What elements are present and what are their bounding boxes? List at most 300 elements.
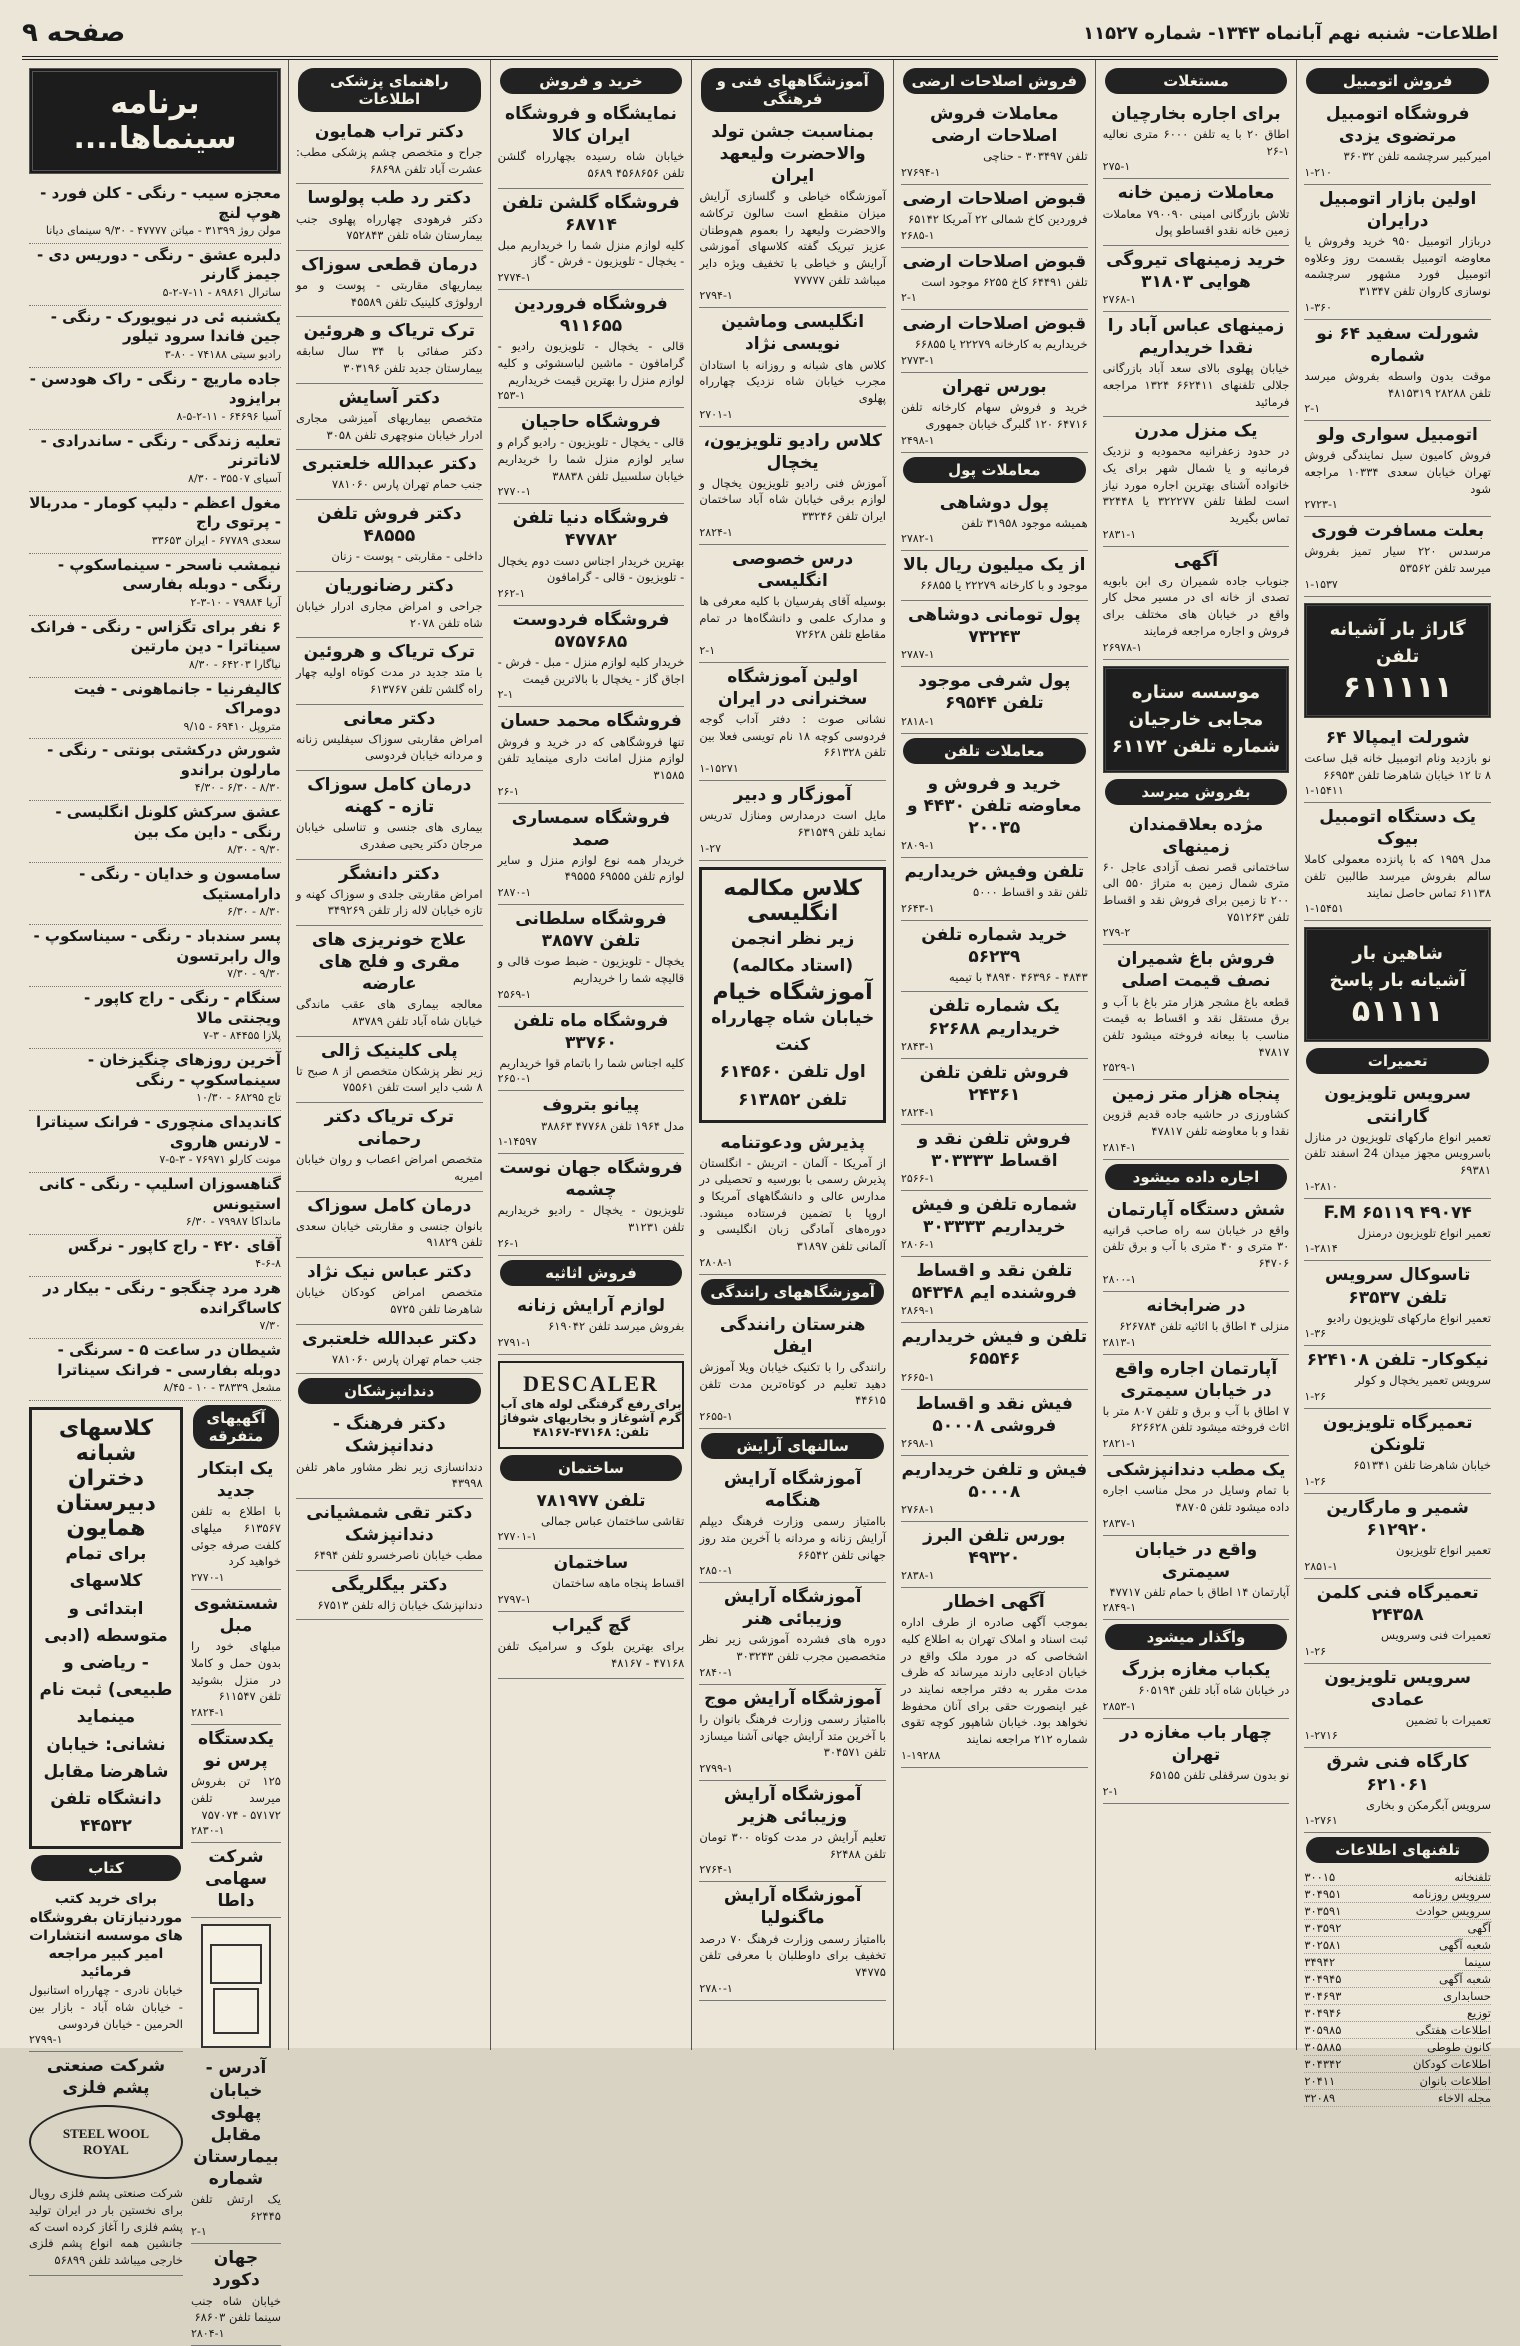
ad-title: قبوض اصلاحات ارضی: [902, 314, 1087, 335]
classified-ad: [296, 705, 483, 771]
classified-ad: [1103, 1196, 1290, 1292]
ad-title: اولین بازار اتومبیل درایران: [1318, 188, 1477, 231]
ad-body: قالی - یخچال - تلویزیون - رادیو گرام و سایر لوازم منزل شما را خریداریم خیابان سلسبیل تلفن ۳۸۸۳۸: [497, 435, 685, 483]
ad-title: از یک میلیون ریال بالا: [903, 555, 1086, 576]
ad-code: ۲۸۳۱-۱: [1102, 527, 1137, 541]
ad-body: بفروش میرسد تلفن ۶۱۹۰۴۲: [548, 1318, 685, 1333]
classified-ad: [296, 450, 483, 500]
ad-title: فروشگاه فروردین ۹۱۱۶۵۵: [514, 294, 668, 337]
khayyam-line1: کلاس مکالمه انگلیسی: [723, 875, 862, 926]
ad-body: مطب خیابان ناصرخسرو تلفن ۶۴۹۴: [313, 1548, 483, 1563]
film-listing: [29, 616, 281, 678]
classified-ad: [1103, 417, 1290, 546]
film-showtimes: مشعل ۳۸۳۳۹ - ۱۰ - ۸/۴۵: [163, 1381, 281, 1395]
film-showtimes: آسیای ۳۵۵۰۷ - ۸/۳۰: [187, 471, 281, 485]
ad-code: ۲۷۶۸-۱: [1102, 293, 1137, 307]
ad-body: داخلی - مقاربتی - پوست - زنان: [331, 549, 483, 564]
classified-ad: [1304, 1748, 1491, 1833]
ad-code: ۲-۱: [900, 291, 917, 305]
ad-title: درس خصوصی انگلیسی: [732, 548, 854, 591]
ad-title: پول شرفی موجود تلفن ۶۹۵۴۴: [918, 671, 1071, 714]
cabinet-code: ۲-۱: [190, 2225, 207, 2239]
shahin-box-phone: ۵۱۱۱۱: [1351, 994, 1444, 1030]
ad-title: یک شماره تلفن خریداریم ۶۲۶۸۸: [928, 996, 1061, 1039]
ad-title: تلفن ۷۸۱۹۷۷: [536, 1490, 646, 1511]
ad-body: تعمیر انواع مارکهای تلویزیون رادیو: [1327, 1310, 1491, 1325]
ad-title: F.M ۶۵۱۱۹ ۴۹۰۷۴: [1323, 1202, 1472, 1223]
film-title: آقای ۴۲۰ - راج کاپور - نرگس: [67, 1236, 281, 1255]
film-title: نیمشب ناسحر - سینماسکوپ - رنگی - دوبله بفارسی: [57, 555, 281, 594]
classified-ad: [901, 1257, 1088, 1323]
ad-body: واقع در خیابان سه راه صاحب قرانیه ۳۰ متری و ۴۰ متری با آب و برق تلفن ۶۴۷۰۶: [1102, 1222, 1290, 1271]
ad-body: اقساط پنجاه ماهه ساختمان: [552, 1576, 685, 1591]
film-listing: [29, 1339, 281, 1401]
classified-ad: [901, 185, 1088, 248]
ad-title: انگلیسی وماشین نویسی نژاد: [721, 312, 865, 355]
ad-code: ۲۷۷۴-۱: [497, 271, 532, 285]
ad-body: بیماریهای مقاربتی - پوست و مو ارولوژی کلینیک تلفن ۴۵۵۸۹: [295, 277, 483, 309]
ad-code: ۱-۲۶: [1304, 1644, 1327, 1658]
classified-ad: [901, 921, 1088, 993]
ad-title: یک منزل مدرن: [1134, 421, 1258, 442]
ad-title: فروش تلفن تلفن ۲۴۳۶۱: [919, 1062, 1069, 1105]
film-showtimes: پلازا ۸۴۴۵۵ - ۳-۷: [203, 1029, 281, 1043]
film-title: یکشنبه ئی در نیویورک - رنگی - جین فاندا سرود تیلور: [50, 307, 281, 346]
ad-code: ۲۶-۱: [497, 784, 520, 798]
land-reform-ads: [901, 100, 1088, 453]
classified-ad: [498, 1292, 685, 1355]
ad-title: هنرستان رانندگی ایفل: [719, 1314, 866, 1357]
company-ad: [191, 1843, 281, 1918]
ad-code: ۲۶۹۷۸-۱: [1102, 640, 1143, 654]
classified-ad: [1103, 1719, 1290, 1804]
classified-ad: [1304, 1261, 1491, 1346]
garage-box-phone: ۶۱۱۱۱۱: [1342, 669, 1453, 705]
ad-body: جراح و متخصص چشم پزشکی مطب: عشرت آباد تلفن ۶۸۶۹۸: [295, 145, 483, 176]
film-title: دلبره عشق - رنگی - دوریس دی - جیمز گارنر: [36, 245, 281, 284]
directory-row: [1304, 1920, 1491, 1937]
ad-body: قطعه باغ مشجر هزار متر باغ با آب و برق مستقل نقد و اقساط به قیمت مناسب با بیعانه فروخته میشود تلفن ۴۷۸۱۷: [1102, 994, 1290, 1059]
ad-code: ۲-۱: [699, 643, 716, 657]
ad-code: ۲۷۷۰۱-۱: [497, 1530, 538, 1544]
for-sale-ads: [1103, 811, 1290, 1160]
ad-title: درمان کامل سوزاک: [307, 1195, 472, 1216]
section-header-books: کتاب: [31, 1855, 181, 1881]
ad-body: بانوان جنسی و مقاربتی خیابان سعدی تلفن ۹۱۸۲۹: [295, 1218, 483, 1250]
ad-body: تعمیرات فنی وسرویس: [1380, 1627, 1491, 1642]
ad-code: ۲۷۷۰-۱: [497, 485, 532, 499]
ad-code: ۲۸۰۶-۱: [900, 1238, 935, 1252]
ad-title: آگهی اخطار: [943, 1592, 1045, 1613]
directory-number: ۳۰۳۵۹۲: [1304, 1921, 1342, 1936]
directory-name: آگهی: [1467, 1921, 1491, 1936]
ad-body: تعمیر انواع مارکهای تلویزیون در منازل باسرویس مجهز میدان 24 اسفند تلفن ۶۹۳۸۱: [1304, 1129, 1492, 1177]
ad-title: فیش و تلفن خریداریم ۵۰۰۰۸: [901, 1459, 1088, 1502]
ad-body: متخصص بیماریهای آمیزشی مجاری ادرار خیابان منوچهری تلفن ۳۰۵۸: [295, 410, 483, 442]
ad-title: شش دستگاه آپارتمان: [1106, 1199, 1286, 1220]
ad-title: شستشوی مبل: [193, 1594, 279, 1637]
cabinet-illustration: [201, 1924, 271, 2048]
classified-ad: [901, 858, 1088, 921]
transfer-ads: [1103, 1656, 1290, 1804]
ad-body: آموزشگاه خیاطی و گلسازی آرایش میزان منقطع است سالون ترکاشه والاحضرت ولیعهد را بعموم هم‌وطنان عزیز تبریک گفته کلاسهای آموزشی آرایش و خیاطی با تخفیف ویژه دایر میباشد تلفن ۷۷۷۷۷: [699, 189, 886, 287]
ad-body: تلفن نقد و اقساط ۵۰۰۰: [973, 884, 1088, 899]
classified-ad: [296, 771, 483, 860]
classified-ad: [699, 1465, 886, 1583]
section-header-salons: سالنهای آرایش: [701, 1433, 884, 1459]
classified-ad: [498, 100, 685, 189]
ad-code: ۲۸۲۱-۱: [1102, 1437, 1137, 1451]
ad-body: نو بازدید ونام اتومبیل خانه قبل ساعت ۸ تا ۱۲ خیابان شاهرضا تلفن ۶۶۹۵۳: [1304, 750, 1491, 782]
ad-code: ۲۷۷۳-۱: [900, 354, 935, 368]
classified-ad: [296, 1499, 483, 1571]
school-ads: [699, 118, 886, 861]
ad-title: سرویس تلویزیون عمادی: [1324, 1667, 1471, 1710]
classified-ad: [901, 489, 1088, 552]
garage-box-line1: گاراژ بار آشیانه: [1329, 618, 1466, 640]
directory-number: ۳۰۴۹۴۵: [1304, 1972, 1342, 1987]
film-listing: [29, 368, 281, 430]
film-showtimes: رادیو سیتی ۷۴۱۸۸ - ۸۰-۳: [164, 347, 281, 361]
classified-ad: [1103, 1536, 1290, 1621]
ad-title: آموزگار و دبیر: [733, 785, 852, 806]
directory-row: [1304, 1954, 1491, 1971]
ad-code: ۲-۱: [1304, 402, 1321, 416]
column-schools: [691, 60, 893, 2050]
masthead-date: اطلاعات- شنبه نهم آبانماه ۱۳۴۳- شماره ۱۱۵۲۷: [1083, 22, 1498, 44]
ad-body: همیشه موجود ۳۱۹۵۸ تلفن: [961, 515, 1088, 530]
ad-body: دکتر صفائی با ۳۴ سال سابقه بیمارستان جدید تلفن ۳۰۳۱۹۶: [295, 344, 483, 376]
directory-row: [1304, 2022, 1491, 2039]
ad-code: ۲۵۲۹-۱: [1102, 1061, 1137, 1075]
ad-title: تعمیرگاه فنی کلمن ۲۴۳۵۸: [1316, 1582, 1479, 1625]
section-header-furniture: فروش اثاثیه: [500, 1260, 683, 1286]
khayyam-line3: آموزشگاه خیام: [712, 979, 873, 1005]
ad-title: قبوض اصلاحات ارضی: [902, 188, 1087, 209]
ad-code: ۲۶۶۵-۱: [900, 1370, 935, 1384]
descaler-title: DESCALER: [523, 1370, 659, 1396]
classified-ad: [296, 384, 483, 450]
jahan-body: خیابان شاه جنب سینما تلفن ۶۸۶۰۳: [190, 2293, 281, 2325]
classified-ad: [498, 1091, 685, 1154]
classified-ad: [296, 1037, 483, 1103]
classified-ad: [296, 638, 483, 704]
classified-ad: [699, 1781, 886, 1883]
ad-body: کلیه لوازم منزل شما را خریداریم مبل - یخچال - تلویزیون - فرش - گاز: [497, 237, 685, 269]
ad-box-garage: [1304, 603, 1491, 718]
school-ads-2: [699, 1129, 886, 1275]
film-showtimes: مونت کارلو ۷۶۹۷۱ - ۳-۵-۷: [159, 1153, 281, 1167]
ad-body: با تمام وسایل در محل مناسب اجاره داده میشود تلفن ۴۸۷۰۵: [1102, 1483, 1290, 1514]
ad-code: ۱-۲۸۱۴: [1304, 1242, 1338, 1256]
ad-body: دندانپزشک خیابان ژاله تلفن ۶۷۵۱۳: [317, 1597, 483, 1612]
film-showtimes: نیاگارا ۶۴۲۰۳ - ۸/۳۰: [188, 657, 281, 671]
classified-ad: [1304, 320, 1491, 422]
section-header-repairs: تعمیرات: [1306, 1048, 1489, 1074]
ad-body: جراحی و امراض مجاری ادرار خیابان شاه تلفن ۲۰۷۸: [295, 598, 483, 630]
ad-box-institute: [1103, 666, 1290, 773]
ad-title: دکتر عباس نیک نژاد: [307, 1262, 472, 1283]
for-rent-ads: [1103, 1196, 1290, 1621]
ad-body: خیابان پهلوی بالای سعد آباد بازرگانی جلالی تلفنهای ۶۶۲۴۱۱ ۱۳۲۴ مراجعه فرمائید: [1102, 361, 1290, 409]
ad-code: ۲۷۸۰-۱: [699, 1981, 733, 1995]
film-showtimes: سعدی ۶۷۷۸۹ - ایران ۳۳۶۵۳: [151, 533, 281, 547]
directory-name: سینما: [1464, 1955, 1491, 1970]
section-header-phones: معاملات تلفن: [903, 738, 1086, 764]
classified-ad: [901, 601, 1088, 667]
ad-title: معاملات فروش اصلاحات ارضی: [929, 104, 1059, 147]
ad-code: ۱-۲۷۱۶: [1304, 1729, 1338, 1743]
driving-ads: [699, 1311, 886, 1429]
film-title: هرد مرد چنگجو - رنگی - بیکار در کاساگرانده: [43, 1279, 281, 1317]
ad-body: کشاورزی در حاشیه جاده قدیم قزوین نقدا و با معاوضه تلفن ۴۷۸۱۷: [1102, 1107, 1290, 1139]
cabinet-title: آدرس - خیابان پهلوی مقابل بیمارستان شماره: [193, 2058, 279, 2189]
ad-code: ۲۸۰۸-۱: [699, 1255, 733, 1269]
film-title: آخرین روزهای چنگیزخان - سینماسکوپ - رنگی: [87, 1051, 281, 1089]
section-header-land-reform: فروش اصلاحات ارضی: [903, 68, 1086, 94]
directory-number: ۳۰۴۹۴۶: [1304, 2006, 1342, 2021]
ad-code: ۲۷۹۹-۱: [699, 1761, 733, 1775]
ad-code: ۲۷۸۲-۱: [900, 532, 935, 546]
descaler-logo: [498, 1361, 685, 1449]
classified-ad: [296, 1410, 483, 1499]
classified-ad: [1304, 1080, 1491, 1198]
classified-ad: [699, 1882, 886, 2000]
steel-logo-line2: ROYAL: [83, 2142, 129, 2158]
classified-ad: [191, 1590, 281, 1725]
film-title: سنگام - رنگی - راج کاپور - ویجنتی مالا: [83, 989, 281, 1027]
masthead: [22, 10, 1498, 60]
classified-ad: [699, 1129, 886, 1275]
classified-ad: [901, 100, 1088, 185]
ad-code: ۲۷۹۱-۱: [497, 1335, 532, 1349]
ad-body: از آمریکا - آلمان - اتریش - انگلستان پذیرش رسمی با بورسیه و تحصیلی در مدارس عالی و دانشگاههای آمریکا و اروپا با تضمین فرستاده میشود. دوره‌های آمادگی زبان انگلیسی و آلمانی تلفن ۳۱۸۹۷: [699, 1155, 886, 1254]
classified-ad: [901, 770, 1088, 858]
ad-body: آپارتمان ۱۴ اطاق با حمام تلفن ۴۷۷۱۷: [1109, 1584, 1290, 1599]
directory-row: [1304, 1886, 1491, 1903]
phone-ads: [901, 770, 1088, 1768]
ad-title: یک ابتکار جدید: [198, 1459, 274, 1502]
classified-ad: [699, 118, 886, 308]
directory-row: [1304, 2073, 1491, 2090]
section-header-driving: آموزشگاههای رانندگی: [701, 1279, 884, 1305]
directory-name: سرویس حوادث: [1415, 1904, 1491, 1919]
classified-ad: [498, 905, 685, 1007]
ad-code: ۱-۲۷: [699, 841, 722, 855]
ad-code: ۲۵۳-۱: [497, 389, 526, 403]
ad-body: سرویس آبگرمکن و بخاری: [1366, 1797, 1491, 1812]
section-header-car-sales: فروش اتومبیل: [1306, 68, 1489, 94]
ad-title: دکتر آسایش: [338, 387, 440, 408]
classified-ad: [699, 663, 886, 781]
directory-row: [1304, 2090, 1491, 2107]
book-ad-body: خیابان نادری - چهارراه استانبول - خیابان شاه آباد - بازار بین الحرمین - خیابان فردوسی: [28, 1983, 183, 2031]
ad-body: زیر نظر پزشکان متخصص از ۸ صبح تا ۸ شب دایر است تلفن ۷۵۵۶۱: [295, 1063, 483, 1095]
descaler-phone: تلفن: ۴۷۱۶۸-۴۸۱۶۷: [532, 1424, 649, 1439]
phone-directory: [1304, 1869, 1491, 2107]
classified-ad: [1304, 803, 1491, 921]
ad-title: دکتر عبدالله خلعتبری: [301, 1328, 477, 1349]
film-showtimes: متروپل ۶۹۴۱۰ - ۹/۱۵: [183, 719, 281, 733]
film-showtimes: آسیا ۶۴۶۹۶ - ۱۱-۲-۵-۸: [176, 409, 281, 423]
film-list: [29, 182, 281, 1401]
book-ad-code: ۲۷۹۹-۱: [28, 2033, 63, 2047]
classified-ad: [901, 1522, 1088, 1588]
garage-box-line2: تلفن: [1376, 645, 1420, 667]
ad-body: موجود و با کارخانه ۲۲۲۷۹ یا ۶۶۸۵۵: [920, 578, 1088, 593]
ad-body: بموجب آگهی صادره از طرف اداره ثبت اسناد و املاک تهران به اطلاع کلیه اشخاصی که در مورد ملک واقع در خیابان ادعایی دارند میرساند که ظرف مدت مقرر به دفتر مراجعه نمایند در غیر اینصورت حقی برای آنان محفوظ نخواهد بود. خیابان شاهپور کوچه تقوی شماره ۲۱۲ مراجعه نمایند: [900, 1615, 1088, 1746]
film-listing: [29, 801, 281, 863]
directory-number: ۳۰۴۶۹۳: [1304, 1989, 1342, 2004]
directory-number: ۳۰۵۹۸۵: [1304, 2023, 1342, 2038]
classified-ad: [296, 500, 483, 572]
classified-ad: [296, 860, 483, 926]
ad-title: بورس تهران: [941, 377, 1047, 398]
column-cinema: [22, 60, 288, 2340]
ad-body: جنب حمام تهران پارس ۷۸۱۰۶۰: [331, 1351, 483, 1366]
ad-title: یکدستگاه پرس نو: [197, 1729, 274, 1772]
ad-title: دکتر رضانوریان: [324, 575, 454, 596]
film-showtimes: مانداکا ۷۹۹۸۷ - ۶/۳۰: [185, 1215, 281, 1228]
directory-number: ۳۰۵۸۸۵: [1304, 2040, 1342, 2055]
ad-body: ۴۸۴۳ - ۴۶۳۹۶ ۴۸۹۴۰ با تیمیه: [949, 969, 1088, 984]
classified-ad: [498, 408, 685, 504]
film-showtimes: تاج ۶۸۲۹۵ - ۱۰/۳۰: [196, 1091, 281, 1105]
ad-code: ۲۸۴۹-۱: [1102, 1601, 1137, 1615]
ad-body: یخچال - تلویزیون - ضبط صوت قالی و قالیچه شما را خریداریم: [497, 954, 685, 985]
repair-ads-list: [1304, 1080, 1491, 1833]
section-header-misc: آگهیهای متفرقه: [193, 1405, 279, 1449]
homayoun-line4: نشانی: خیابان شاهرضا مقابل دانشگاه تلفن ۴۴۵۳۲: [43, 1734, 169, 1837]
ad-code: ۱-۳۶: [1304, 1327, 1327, 1341]
ad-code: ۱-۱۴۵۹۷: [497, 1135, 538, 1149]
classified-ad: [296, 317, 483, 383]
ad-code: ۲۸۵۳-۱: [1102, 1700, 1137, 1714]
classified-ad: [296, 1325, 483, 1375]
ad-body: با اطلاع به تلفن ۶۱۳۵۶۷ میلهای کلفت صرفه جوئی خواهید کرد: [190, 1504, 281, 1569]
film-listing: [29, 244, 281, 306]
ad-title: علاج خونریزی های مقری و فلج های عارضه: [311, 930, 467, 995]
ad-code: ۲۷۶۹۴-۱: [900, 165, 941, 179]
ad-title: دکتر عبدالله خلعتبری: [301, 454, 477, 475]
ad-title: اتومبیل سواری ولو: [1317, 425, 1478, 446]
classified-ad: [1103, 811, 1290, 946]
furniture-ads: [498, 1292, 685, 1355]
classified-ad: [498, 1612, 685, 1678]
ad-title: آگهی: [1173, 550, 1219, 571]
classified-ad: [901, 1390, 1088, 1456]
classified-ad: [1103, 1456, 1290, 1535]
film-title: مغول اعظم - دلیپ کومار - مدربالا - پرتوی راج: [29, 493, 281, 532]
ad-title: خرید و فروش و معاوضه تلفن ۴۴۳۰ و ۲۰۰۳۵: [907, 773, 1082, 838]
directory-row: [1304, 1971, 1491, 1988]
film-title: کاندیدای منچوری - فرانک سیناترا - لارنس هاروی: [35, 1113, 281, 1151]
column-medical: [288, 60, 490, 2050]
ad-title: گچ گیراب: [551, 1616, 631, 1637]
classified-ad: [699, 781, 886, 860]
directory-row: [1304, 2039, 1491, 2056]
ad-body: جنب حمام تهران پارس ۷۸۱۰۶۰: [331, 477, 483, 492]
film-listing: [29, 554, 281, 616]
classified-ad: [901, 1456, 1088, 1522]
film-title: تعلیه زندگی - رنگی - ساندرادی - لاناترنر: [40, 431, 281, 470]
classified-ad: [901, 248, 1088, 311]
ad-code: ۱-۳۶۰: [1304, 300, 1332, 314]
ad-title: شمیر و مارگارین ۶۱۲۹۲۰: [1326, 1497, 1469, 1540]
ad-title: آموزشگاه آرایش وزیبائی هزیر: [723, 1784, 862, 1827]
ad-title: آموزشگاه آرایش موج: [704, 1688, 882, 1709]
ad-title: برای اجاره بخارچیان: [1111, 104, 1281, 124]
homayoun-line3: برای تمام کلاسهای ابتدائی و متوسطه (ادبی - ریاضی و طبیعی) ثبت نام مینماید: [39, 1544, 173, 1728]
ad-title: مژده بعلاقمندان زمینهای: [1128, 814, 1264, 857]
ad-title: آموزشگاه آرایش وزیبائی هنر: [723, 1587, 862, 1630]
ad-title: خرید زمینهای تیروگی هوایی ۳۱۸۰۳: [1106, 249, 1286, 292]
ad-code: ۲۷۷۰-۱: [190, 1571, 225, 1585]
classified-ad: [498, 290, 685, 408]
directory-name: شعبه آگهی: [1438, 1938, 1491, 1953]
film-title: معجزه سیب - رنگی - کلن فورد - هوپ لنچ: [40, 184, 281, 222]
ad-code: ۲۸۳۰-۱: [190, 1824, 225, 1838]
ad-body: تلاش بازرگانی امینی ۷۹۰۰۹۰ معاملات زمین خانه نقدو اقساطو پول: [1102, 206, 1290, 238]
ad-body: متخصص امراض اعصاب و روان خیابان امیریه: [295, 1152, 483, 1184]
ad-title: آپارتمان اجاره واقع در خیابان سیمتری: [1114, 1358, 1278, 1401]
classified-ad: [498, 606, 685, 708]
ad-body: تعمیر انواع تلویزیون درمنزل: [1357, 1225, 1491, 1240]
film-listing: [29, 182, 281, 244]
homayoun-line2: دبیرستان همایون: [56, 1491, 156, 1542]
classified-ad: [498, 189, 685, 291]
ad-title: دکتر فروش تلفن ۴۸۵۵۵: [317, 503, 462, 547]
column-buy-sell: [490, 60, 692, 2050]
ad-title: آموزشگاه آرایش هنگامه: [723, 1469, 862, 1512]
ad-body: تعمیرات با تضمین: [1405, 1712, 1491, 1727]
section-header-for-sale: بفروش میرسد: [1105, 779, 1288, 805]
ad-body: آموزش فنی رادیو تلویزیون یخچال و لوازم برقی خیابان شاه آباد ساختمان ایران تلفن ۳۳۲۴۶: [699, 475, 886, 524]
ad-body: تعمیر انواع تلویزیون: [1396, 1543, 1491, 1558]
ad-body: مرسدس ۲۲۰ سیار تمیز بفروش میرسد تلفن ۵۳۵۶۲: [1304, 544, 1491, 576]
classified-ad: [1304, 1409, 1491, 1494]
classified-ad: [498, 504, 685, 606]
ad-body: خریدار همه نوع لوازم منزل و سایر لوازم تلفن ۶۹۵۵۵ ۴۹۵۵۵: [497, 852, 685, 884]
ad-title: ترک تریاک و هروئین: [303, 642, 475, 663]
directory-number: ۳۰۰۱۵: [1304, 1870, 1336, 1885]
film-showtimes: ۹/۳۰ - ۸/۳۰: [227, 843, 281, 857]
directory-name: اطلاعات کودکان: [1412, 2057, 1491, 2072]
ad-body: نو بدون سرقفلی تلفن ۶۵۱۵۵: [1149, 1768, 1290, 1783]
ad-title: کارگاه فنی شرق ۶۲۱۰۶۱: [1326, 1752, 1469, 1795]
ad-title: فروش تلفن نقد و اقساط ۳۰۳۳۳۳: [917, 1128, 1071, 1171]
ad-title: ترک تریاک و هروئین: [303, 321, 475, 342]
ad-body: با متد جدید در مدت کوتاه اولیه چهار راه گلشن تلفن ۶۱۳۷۶۷: [295, 665, 483, 697]
khayyam-line2: زیر نظر انجمن (استاد مکالمه): [731, 928, 855, 976]
ad-body: باامتیاز رسمی وزارت فرهنگ ۷۰ درصد تخفیف برای داوطلبان با معرفی تلفن ۷۴۷۷۵: [699, 1931, 886, 1979]
ad-body: جنوباب جاده شمیران ری ابن بابویه تصدی از خانه ای در مسیر محل کار واقع در خیابان های مختلف برای فروش و اجاره مراجعه فرمایند: [1102, 573, 1290, 638]
classified-ad: [1304, 1346, 1491, 1409]
film-title: پسر سندباد - رنگی - سیناسکوپ - وال رابرتسون: [33, 927, 281, 965]
ad-body: منزلی ۴ اطاق با اثاثیه تلفن ۶۲۶۷۸۴: [1119, 1318, 1290, 1333]
ad-box-homayoun: [29, 1407, 183, 1849]
directory-name: حسابداری: [1443, 1989, 1491, 2004]
directory-name: سرویس روزنامه: [1412, 1887, 1491, 1902]
directory-row: [1304, 2005, 1491, 2022]
film-title: ۶ نفر برای تگزاس - رنگی - فرانک سیناترا - دین مارتین: [30, 617, 281, 656]
directory-row: [1304, 1903, 1491, 1920]
classified-ad: [1103, 100, 1290, 179]
classified-ad: [1304, 1664, 1491, 1749]
ad-code: ۲۷۹-۲: [1102, 926, 1131, 940]
film-listing: [29, 306, 281, 368]
film-listing: [29, 1173, 281, 1235]
